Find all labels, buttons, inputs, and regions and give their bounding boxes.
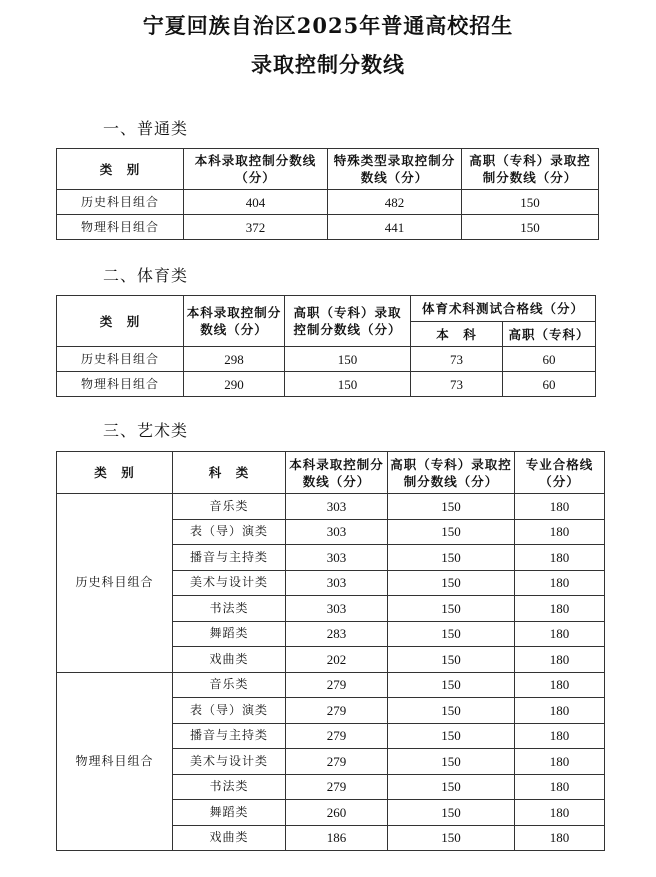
subject-name: 音乐类 (173, 494, 286, 520)
pass-line-score: 180 (515, 825, 605, 851)
table-row (57, 215, 599, 240)
row-category: 历史科目组合 (57, 190, 184, 215)
table-row (57, 347, 596, 372)
header-test-vocational: 高职（专科） (503, 322, 596, 347)
vocational-score: 150 (388, 698, 515, 724)
subject-name: 音乐类 (173, 672, 286, 698)
section-heading-general: 一、普通类 (103, 119, 189, 138)
table-row (57, 372, 596, 397)
row-category: 物理科目组合 (57, 215, 184, 240)
pass-line-score: 180 (515, 621, 605, 647)
subject-name: 播音与主持类 (173, 545, 286, 571)
undergrad-score: 298 (184, 347, 285, 372)
test-undergrad-score: 73 (411, 372, 503, 397)
pass-line-score: 180 (515, 545, 605, 571)
subject-name: 舞蹈类 (173, 621, 286, 647)
pass-line-score: 180 (515, 570, 605, 596)
pass-line-score: 180 (515, 800, 605, 826)
vocational-score: 150 (462, 215, 599, 240)
header-undergrad: 本科录取控制分数线（分） (286, 452, 388, 494)
vocational-score: 150 (388, 800, 515, 826)
subject-name: 书法类 (173, 596, 286, 622)
header-vocational: 高职（专科）录取控制分数线（分） (388, 452, 515, 494)
pass-line-score: 180 (515, 596, 605, 622)
subject-name: 美术与设计类 (173, 570, 286, 596)
row-category: 历史科目组合 (57, 494, 173, 673)
undergrad-score: 260 (286, 800, 388, 826)
header-category: 类 别 (57, 149, 184, 190)
vocational-score: 150 (388, 519, 515, 545)
header-pass-line: 专业合格线（分） (515, 452, 605, 494)
undergrad-score: 404 (184, 190, 328, 215)
undergrad-score: 186 (286, 825, 388, 851)
subject-name: 表（导）演类 (173, 519, 286, 545)
document-title-line2: 录取控制分数线 (251, 52, 405, 77)
header-test-undergrad: 本 科 (411, 322, 503, 347)
undergrad-score: 372 (184, 215, 328, 240)
pass-line-score: 180 (515, 698, 605, 724)
vocational-score: 150 (388, 545, 515, 571)
header-undergrad: 本科录取控制分数线（分） (184, 149, 328, 190)
subject-name: 舞蹈类 (173, 800, 286, 826)
table-header-row (57, 149, 599, 190)
pass-line-score: 180 (515, 494, 605, 520)
special-score: 441 (328, 215, 462, 240)
row-category: 历史科目组合 (57, 347, 184, 372)
header-category: 类 别 (57, 452, 173, 494)
row-category: 物理科目组合 (57, 672, 173, 851)
header-special: 特殊类型录取控制分数线（分） (328, 149, 462, 190)
undergrad-score: 279 (286, 723, 388, 749)
vocational-score: 150 (388, 774, 515, 800)
vocational-score: 150 (388, 749, 515, 775)
vocational-score: 150 (388, 596, 515, 622)
undergrad-score: 279 (286, 698, 388, 724)
vocational-score: 150 (285, 347, 411, 372)
test-vocational-score: 60 (503, 347, 596, 372)
header-vocational: 高职（专科）录取控制分数线（分） (462, 149, 599, 190)
pass-line-score: 180 (515, 774, 605, 800)
vocational-score: 150 (388, 825, 515, 851)
header-test-group: 体育术科测试合格线（分） (411, 296, 596, 322)
header-subject: 科 类 (173, 452, 286, 494)
undergrad-score: 303 (286, 494, 388, 520)
section-heading-arts: 三、艺术类 (103, 421, 189, 440)
vocational-score: 150 (462, 190, 599, 215)
table-row (57, 190, 599, 215)
undergrad-score: 202 (286, 647, 388, 673)
row-category: 物理科目组合 (57, 372, 184, 397)
undergrad-score: 303 (286, 570, 388, 596)
table-header-row (57, 452, 605, 494)
subject-name: 播音与主持类 (173, 723, 286, 749)
vocational-score: 150 (388, 723, 515, 749)
subject-name: 美术与设计类 (173, 749, 286, 775)
subject-name: 戏曲类 (173, 825, 286, 851)
test-vocational-score: 60 (503, 372, 596, 397)
header-vocational: 高职（专科）录取控制分数线（分） (285, 296, 411, 347)
undergrad-score: 283 (286, 621, 388, 647)
vocational-score: 150 (388, 494, 515, 520)
vocational-score: 150 (388, 672, 515, 698)
undergrad-score: 303 (286, 545, 388, 571)
table-header-row (57, 296, 596, 322)
arts-score-table (56, 451, 605, 851)
subject-name: 戏曲类 (173, 647, 286, 673)
special-score: 482 (328, 190, 462, 215)
vocational-score: 150 (388, 621, 515, 647)
subject-name: 表（导）演类 (173, 698, 286, 724)
pass-line-score: 180 (515, 749, 605, 775)
test-undergrad-score: 73 (411, 347, 503, 372)
undergrad-score: 279 (286, 774, 388, 800)
undergrad-score: 279 (286, 672, 388, 698)
undergrad-score: 290 (184, 372, 285, 397)
undergrad-score: 279 (286, 749, 388, 775)
table-row (57, 494, 605, 520)
section-heading-sports: 二、体育类 (103, 266, 189, 285)
document-title-line1: 宁夏回族自治区2025年普通高校招生 (142, 13, 514, 38)
table-row (57, 672, 605, 698)
pass-line-score: 180 (515, 672, 605, 698)
vocational-score: 150 (388, 647, 515, 673)
pass-line-score: 180 (515, 723, 605, 749)
vocational-score: 150 (388, 570, 515, 596)
header-undergrad: 本科录取控制分数线（分） (184, 296, 285, 347)
undergrad-score: 303 (286, 519, 388, 545)
header-category: 类 别 (57, 296, 184, 347)
subject-name: 书法类 (173, 774, 286, 800)
pass-line-score: 180 (515, 519, 605, 545)
sports-score-table (56, 295, 596, 397)
undergrad-score: 303 (286, 596, 388, 622)
general-score-table (56, 148, 599, 240)
vocational-score: 150 (285, 372, 411, 397)
pass-line-score: 180 (515, 647, 605, 673)
